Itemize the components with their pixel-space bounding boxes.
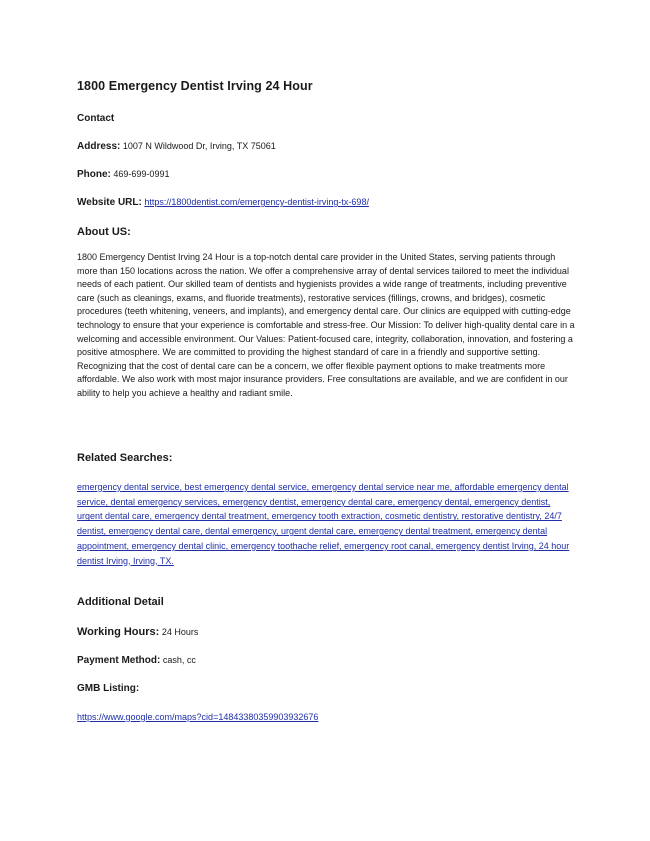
page-title: 1800 Emergency Dentist Irving 24 Hour bbox=[77, 79, 313, 93]
gmb-listing-link[interactable]: https://www.google.com/maps?cid=14843380359903932676 bbox=[77, 712, 319, 722]
contact-heading: Contact bbox=[77, 113, 115, 124]
about-text: 1800 Emergency Dentist Irving 24 Hour is a top-notch dental care provider in the United States, serving patients through more than 150 locations across the nation. We offer a comprehensive array of dental services tailored to meet the individual needs of each patient. Our skilled team of dentists and hygienists provides a wide range of treatments, including preventive care (such as cleanings, exams, and fluoride treatments), restorative services (fillings, crowns, and bridges), cosmetic procedures (teeth whitening, veneers, and implants), and emergency dental care. Our clinics are equipped with cutting-edge technology to ensure that your experience is comfortable and stress-free. Our Mission: To deliver high-quality dental care in a welcoming and accessible environment. Our Values: Patient-focused care, integrity, collaboration, innovation, and fostering a positive atmosphere. We are committed to providing the highest standard of care in a friendly and supportive setting. Recognizing that the cost of dental care can be a concern, we offer flexible payment options to make treatments more affordable. We also work with most major insurance providers. Free consultations are available, and we are confident in our ability to help you achieve a healthy and radiant smile. bbox=[77, 252, 575, 398]
related-searches-heading: Related Searches: bbox=[77, 452, 173, 464]
website-link[interactable]: https://1800dentist.com/emergency-dentist-irving-tx-698/ bbox=[144, 197, 369, 207]
phone-label: Phone: bbox=[77, 169, 111, 180]
related-searches-link[interactable]: emergency dental service, best emergency dental service, emergency dental service near me, affordable emergency dental service, dental emergency services, emergency dentist, emergency dental care, emergency dental, emergency dentist, urgent dental care, emergency dental treatment, emergency tooth extraction, cosmetic dentistry, restorative dentistry, 24/7 dentist, emergency dental care, dental emergency, urgent dental care, emergency dental treatment, emergency dental appointment, emergency dental clinic, emergency toothache relief, emergency root canal, emergency dentist Irving, 24 hour dentist Irving, Irving, TX. bbox=[77, 482, 570, 566]
working-hours-value: 24 Hours bbox=[161, 627, 199, 637]
phone-value: 469-699-0991 bbox=[113, 169, 170, 179]
website-line bbox=[77, 197, 369, 208]
address-value: 1007 N Wildwood Dr, Irving, TX 75061 bbox=[122, 141, 276, 151]
payment-method-label: Payment Method: bbox=[77, 655, 161, 666]
working-hours-label: Working Hours: bbox=[77, 626, 160, 638]
payment-method-value: cash, cc bbox=[162, 655, 196, 665]
payment-method-line bbox=[77, 655, 196, 666]
address-line bbox=[77, 141, 276, 152]
website-label: Website URL: bbox=[77, 197, 142, 208]
about-heading: About US: bbox=[77, 226, 131, 238]
gmb-listing-line bbox=[77, 712, 318, 722]
phone-line bbox=[77, 169, 169, 180]
address-label: Address: bbox=[77, 141, 121, 152]
related-searches-links[interactable] bbox=[77, 480, 577, 568]
additional-detail-heading: Additional Detail bbox=[77, 596, 164, 608]
working-hours-line bbox=[77, 626, 198, 638]
gmb-listing-label: GMB Listing: bbox=[77, 683, 140, 694]
